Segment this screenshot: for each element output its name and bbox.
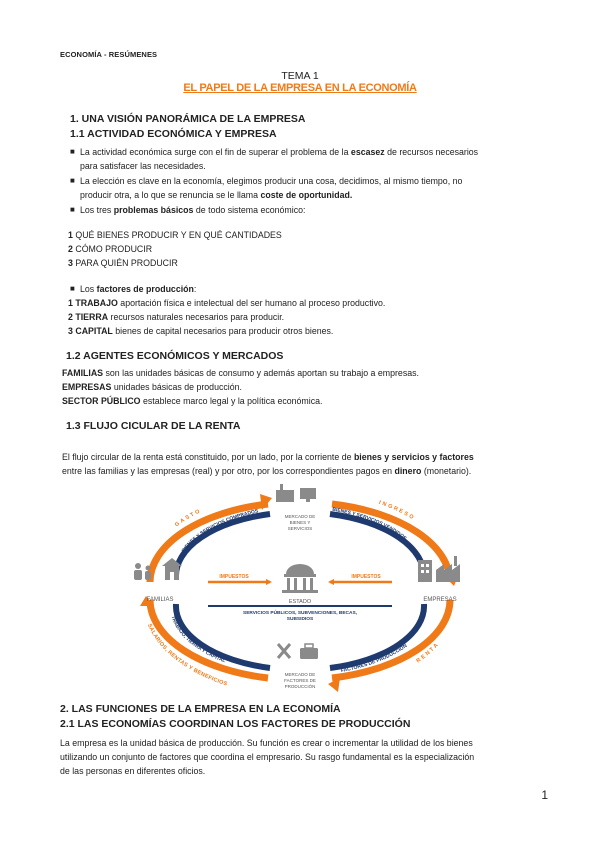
- problem-2: [68, 242, 282, 256]
- problem-3: [68, 256, 282, 270]
- document-header: ECONOMÍA - RESÚMENES: [60, 50, 158, 59]
- bold-text: bienes y servicios y factores: [353, 452, 474, 462]
- circular-flow-diagram: [110, 482, 490, 698]
- section-1-heading: 1. UNA VISIÓN PANORÁMICA DE LA EMPRESA: [70, 113, 306, 125]
- text-line: de las personas en diferentes oficios.: [60, 766, 206, 776]
- bold-text: 2 TIERRA: [68, 312, 109, 322]
- market-goods-line-1: MERCADO DE: [284, 514, 316, 519]
- government-building-icon: [282, 564, 318, 593]
- bullet-icon: ■: [70, 176, 75, 185]
- text: establece marco legal y la política económica.: [140, 396, 323, 406]
- bullet-escasez: [70, 145, 479, 173]
- num: 1: [68, 230, 73, 240]
- bullet-icon: ■: [70, 205, 75, 214]
- bullet-icon: ■: [70, 284, 75, 293]
- market-factors-line-2: FACTORES DE: [284, 678, 316, 683]
- label-gasto: GASTO: [174, 507, 203, 529]
- bold-text: 3 CAPITAL: [68, 326, 113, 336]
- label-estado: ESTADO: [288, 599, 312, 605]
- bold-text: SECTOR PÚBLICO: [62, 396, 141, 406]
- market-factors-line-3: PRODUCCIÓN: [284, 684, 316, 689]
- agent-empresas: [62, 380, 419, 394]
- bullet-factores: [70, 282, 197, 296]
- section-1-2-heading: 1.2 AGENTES ECONÓMICOS Y MERCADOS: [66, 350, 284, 362]
- arrow-head: [266, 579, 272, 585]
- text: de todo sistema económico:: [193, 205, 306, 215]
- problem-1: [68, 228, 282, 242]
- bold-text: dinero: [394, 466, 422, 476]
- section-2-1-heading: 2.1 LAS ECONOMÍAS COORDINAN LOS FACTORES DE PRODUCCIÓN: [60, 718, 411, 730]
- num: 3: [68, 258, 73, 268]
- section-1-3-heading: 1.3 FLUJO CICULAR DE LA RENTA: [66, 420, 241, 432]
- factor-capital: [68, 324, 385, 338]
- bold-text: escasez: [350, 147, 385, 157]
- text: bienes de capital necesarios para producir otros bienes.: [112, 326, 334, 336]
- text: entre las familias y las empresas (real) y por otro, por los correspondientes pagos en: [62, 466, 395, 476]
- text: La elección es clave en la economía, elegimos producir una cosa, decidimos, al mismo tiempo, no: [80, 176, 463, 186]
- label-impuestos-right: IMPUESTOS: [351, 574, 381, 580]
- topic-number: TEMA 1: [281, 70, 319, 82]
- factory-cart-icon: [276, 484, 316, 502]
- factor-tierra: [68, 310, 385, 324]
- label-trabajo: TRABAJO, TIERRA Y CAPITAL: [169, 615, 227, 665]
- bullet-eleccion: [70, 174, 463, 202]
- text-line: La empresa es la unidad básica de producción. Su función es crear o incrementar la utilidad de los bienes: [60, 738, 473, 748]
- label-bienes-comprados: BIENES Y SERVICIOS COMPRADOS: [180, 508, 259, 554]
- label-impuestos-left: IMPUESTOS: [219, 574, 249, 580]
- flow-paragraph: [62, 450, 474, 478]
- factor-list: [68, 296, 385, 338]
- text: de recursos necesarios: [384, 147, 479, 157]
- bold-text: coste de oportunidad.: [260, 190, 353, 200]
- text: para satisfacer las necesidades.: [80, 161, 206, 171]
- text: son las unidades básicas de consumo y además aportan su trabajo a empresas.: [103, 368, 419, 378]
- text: recursos naturales necesarios para producir.: [108, 312, 285, 322]
- section-2-paragraph: [60, 736, 474, 778]
- market-goods-line-3: SERVICIOS: [287, 526, 313, 531]
- label-empresas: EMPRESAS: [423, 597, 457, 603]
- arrow-head: [328, 579, 334, 585]
- bold-text: factores de producción: [96, 284, 194, 294]
- factor-trabajo: [68, 296, 385, 310]
- text: PARA QUIÉN PRODUCIR: [72, 258, 178, 268]
- tools-briefcase-icon: [278, 644, 318, 659]
- text: (monetario).: [421, 466, 472, 476]
- public-services-line-1: SERVICIOS PÚBLICOS, SUBVENCIONES, BECAS,: [243, 611, 357, 616]
- label-renta: RENTA: [415, 641, 441, 665]
- label-factores: FACTORES DE PRODUCCIÓN: [340, 643, 409, 674]
- bold-text: problemas básicos: [113, 205, 194, 215]
- text: La actividad económica surge con el fin de superar el problema de la: [80, 147, 351, 157]
- agent-sector-publico: [62, 394, 419, 408]
- problem-list: [68, 228, 282, 270]
- section-2-heading: 2. LAS FUNCIONES DE LA EMPRESA EN LA ECONOMÍA: [60, 703, 341, 715]
- label-familias: FAMILIAS: [146, 597, 174, 603]
- section-1-1-heading: 1.1 ACTIVIDAD ECONÓMICA Y EMPRESA: [70, 128, 277, 140]
- text: Los: [80, 284, 97, 294]
- num: 2: [68, 244, 73, 254]
- text: aportación física e intelectual del ser humano al proceso productivo.: [117, 298, 386, 308]
- text: :: [193, 284, 197, 294]
- market-factors-line-1: MERCADO DE: [284, 672, 316, 677]
- page-number: 1: [541, 788, 548, 802]
- company-buildings-icon: [418, 556, 460, 582]
- public-services-line-2: SUBSIDIOS: [286, 617, 314, 622]
- text: QUÉ BIENES PRODUCIR Y EN QUÉ CANTIDADES: [72, 230, 282, 240]
- text-line: utilizando un conjunto de factores que coordina el empresario. Su rasgo fundamental es la especialización: [60, 752, 475, 762]
- text: El flujo circular de la renta está constituido, por un lado, por la corriente de: [62, 452, 354, 462]
- bold-text: 1 TRABAJO: [68, 298, 118, 308]
- page-title: EL PAPEL DE LA EMPRESA EN LA ECONOMÍA: [183, 82, 417, 94]
- bold-text: EMPRESAS: [62, 382, 112, 392]
- bullet-icon: ■: [70, 147, 75, 156]
- text: unidades básicas de producción.: [111, 382, 242, 392]
- bullet-problemas: [70, 203, 306, 217]
- text: Los tres: [80, 205, 114, 215]
- text: CÓMO PRODUCIR: [72, 244, 153, 254]
- agent-familias: [62, 366, 419, 380]
- market-goods-line-2: BIENES Y: [289, 520, 311, 525]
- label-salarios: SALARIOS, RENTAS Y BENEFICIOS: [145, 623, 228, 688]
- label-ingreso: INGRESO: [377, 499, 417, 522]
- label-bienes-vendidos: BIENES Y SERVICIOS VENDIDOS: [331, 506, 408, 542]
- agents-list: [62, 366, 419, 408]
- bold-text: FAMILIAS: [62, 368, 104, 378]
- text: producir otra, a lo que se renuncia se le llama: [80, 190, 261, 200]
